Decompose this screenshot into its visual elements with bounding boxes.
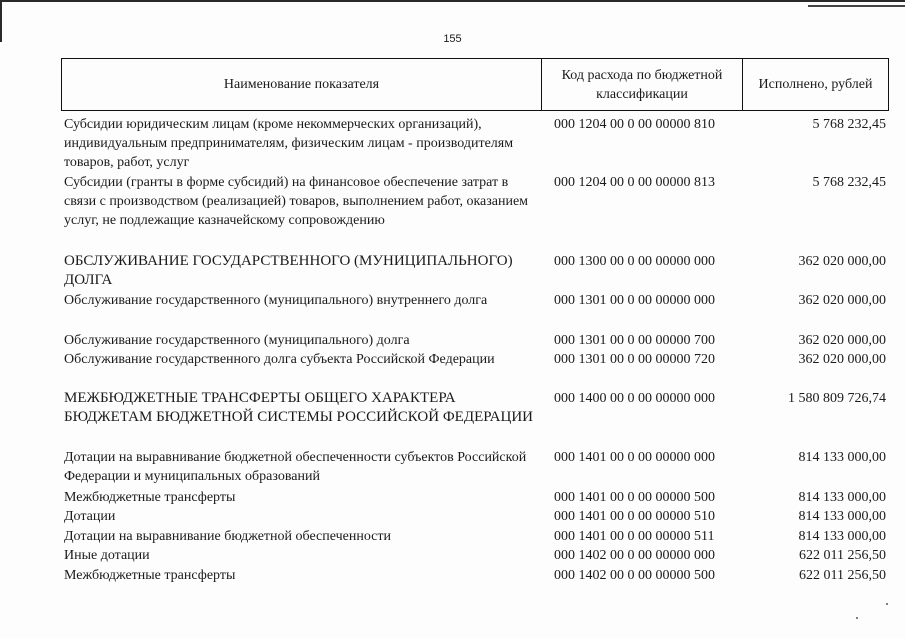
row-amount: 5 768 232,45 bbox=[812, 117, 886, 132]
row-amount: 814 133 000,00 bbox=[798, 490, 886, 505]
scan-speck bbox=[886, 603, 888, 605]
row-code: 000 1400 00 0 00 00000 000 bbox=[554, 391, 715, 406]
row-amount: 1 580 809 726,74 bbox=[788, 391, 886, 406]
table-header bbox=[61, 58, 889, 111]
row-name: Обслуживание государственного (муниципального) внутреннего долга bbox=[64, 293, 488, 308]
row-name: Дотации bbox=[64, 509, 116, 524]
row-amount: 362 020 000,00 bbox=[798, 352, 886, 367]
row-name: Иные дотации bbox=[64, 548, 150, 563]
scan-border-top bbox=[0, 0, 905, 2]
row-code: 000 1401 00 0 00 00000 510 bbox=[554, 509, 715, 524]
scan-speck bbox=[856, 617, 858, 619]
row-code: 000 1300 00 0 00 00000 000 bbox=[554, 254, 715, 269]
header-name-column: Наименование показателя bbox=[223, 77, 380, 92]
row-amount: 362 020 000,00 bbox=[798, 254, 886, 269]
header-code-column: Код расхода по бюджетной классификации bbox=[541, 59, 742, 110]
row-name: Дотации на выравнивание бюджетной обеспеченности bbox=[64, 529, 391, 544]
row-name: Обслуживание государственного (муниципального) долга bbox=[64, 333, 410, 348]
row-name: Дотации на выравнивание бюджетной обеспеченности субъектов Российской Федерации и муниципальных образований bbox=[64, 450, 527, 484]
row-code: 000 1204 00 0 00 00000 810 bbox=[554, 117, 715, 132]
row-name: Межбюджетные трансферты bbox=[64, 490, 236, 505]
row-name: Субсидии юридическим лицам (кроме некоммерческих организаций), индивидуальным предпринимателям, физическим лицам - производителям товаров, работ, услуг bbox=[64, 117, 514, 170]
row-code: 000 1204 00 0 00 00000 813 bbox=[554, 175, 715, 190]
row-code: 000 1301 00 0 00 00000 000 bbox=[554, 293, 715, 308]
row-name: МЕЖБЮДЖЕТНЫЕ ТРАНСФЕРТЫ ОБЩЕГО ХАРАКТЕРА БЮДЖЕТАМ БЮДЖЕТНОЙ СИСТЕМЫ РОССИЙСКОЙ ФЕДЕРАЦИИ bbox=[64, 390, 533, 425]
row-amount: 5 768 232,45 bbox=[812, 175, 886, 190]
row-code: 000 1401 00 0 00 00000 511 bbox=[554, 529, 715, 544]
row-amount: 362 020 000,00 bbox=[798, 333, 886, 348]
row-amount: 622 011 256,50 bbox=[799, 548, 886, 563]
row-code: 000 1401 00 0 00 00000 500 bbox=[554, 490, 715, 505]
row-code: 000 1402 00 0 00 00000 000 bbox=[554, 548, 715, 563]
scan-mark bbox=[808, 5, 905, 7]
row-code: 000 1402 00 0 00 00000 500 bbox=[554, 568, 715, 583]
row-code: 000 1301 00 0 00 00000 700 bbox=[554, 333, 715, 348]
header-amount-column: Исполнено, рублей bbox=[742, 59, 888, 110]
row-amount: 814 133 000,00 bbox=[798, 450, 886, 465]
page-number: 155 bbox=[443, 33, 462, 45]
row-name: Субсидии (гранты в форме субсидий) на финансовое обеспечение затрат в связи с производством (реализацией) товаров, выполнением работ, оказанием услуг, не подлежащие казначейскому сопровождению bbox=[64, 175, 529, 228]
row-name: Обслуживание государственного долга субъекта Российской Федерации bbox=[64, 352, 495, 367]
row-code: 000 1401 00 0 00 00000 000 bbox=[554, 450, 715, 465]
row-amount: 362 020 000,00 bbox=[798, 293, 886, 308]
row-name: ОБСЛУЖИВАНИЕ ГОСУДАРСТВЕННОГО (МУНИЦИПАЛЬНОГО) ДОЛГА bbox=[64, 253, 513, 288]
row-amount: 622 011 256,50 bbox=[799, 568, 886, 583]
row-code: 000 1301 00 0 00 00000 720 bbox=[554, 352, 715, 367]
row-name: Межбюджетные трансферты bbox=[64, 568, 236, 583]
row-amount: 814 133 000,00 bbox=[798, 529, 886, 544]
row-amount: 814 133 000,00 bbox=[798, 509, 886, 524]
